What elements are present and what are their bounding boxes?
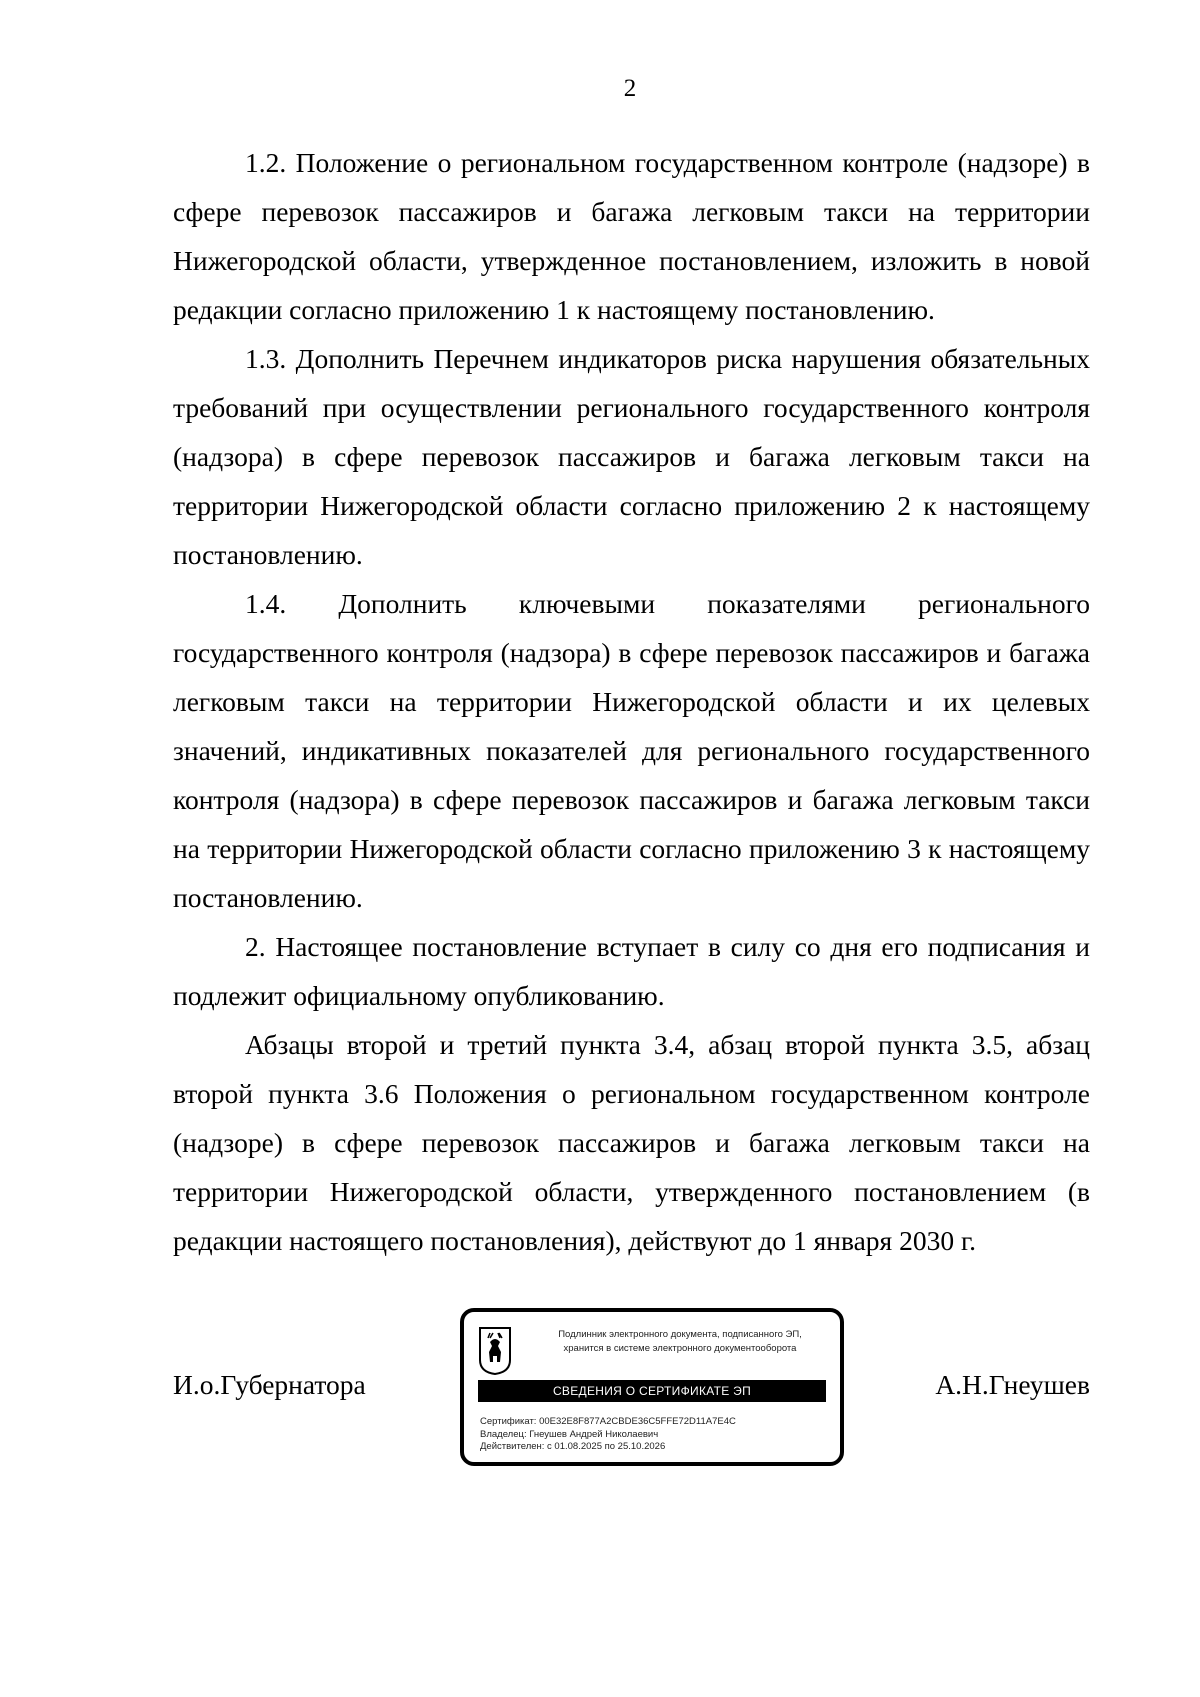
stamp-header-line-1: Подлинник электронного документа, подписанного ЭП, (558, 1329, 802, 1340)
stamp-header-line-2: хранится в системе электронного документооборота (563, 1343, 797, 1354)
page-number: 2 (623, 75, 637, 102)
document-body (173, 138, 1090, 1265)
certificate-info-bar: СВЕДЕНИЯ О СЕРТИФИКАТЕ ЭП (478, 1380, 826, 1402)
certificate-validity: Действителен: с 01.08.2025 по 25.10.2026 (480, 1441, 666, 1452)
certificate-details (480, 1416, 736, 1454)
electronic-signature-stamp (460, 1308, 844, 1466)
paragraph-1-2: 1.2. Положение о региональном государственном контроле (надзоре) в сфере перевозок пассажиров и багажа легковым такси на территории Нижегородской области, утвержденное постановлением, изложить в новой редакции согласно приложению 1 к настоящему постановлению. (173, 147, 1090, 325)
signatory-name: А.Н.Гнеушев (935, 1369, 1090, 1400)
certificate-owner: Владелец: Гнеушев Андрей Николаевич (480, 1428, 659, 1440)
signatory-position: И.о.Губернатора (173, 1369, 366, 1400)
paragraph-1-3: 1.3. Дополнить Перечнем индикаторов риска нарушения обязательных требований при осуществлении регионального государственного контроля (надзора) в сфере перевозок пассажиров и багажа легковым такси на территории Нижегородской области согласно приложению 2 к настоящему постановлению. (173, 343, 1090, 570)
paragraph-1-4: 1.4. Дополнить ключевыми показателями регионального государственного контроля (надзора) в сфере перевозок пассажиров и багажа легковым такси на территории Нижегородской области и их целевых значений, индикативных показателей для регионального государственного контроля (надзора) в сфере перевозок пассажиров и багажа легковым такси на территории Нижегородской области согласно приложению 3 к настоящему постановлению. (173, 588, 1090, 913)
stamp-header (522, 1328, 838, 1356)
certificate-number: Сертификат: 00E32E8F877A2CBDE36C5FFE72D11A7E4C (480, 1416, 736, 1427)
paragraph-2: 2. Настоящее постановление вступает в силу со дня его подписания и подлежит официальному опубликованию. (173, 931, 1090, 1011)
paragraph-validity: Абзацы второй и третий пункта 3.4, абзац второй пункта 3.5, абзац второй пункта 3.6 Положения о региональном государственном контроле (надзоре) в сфере перевозок пассажиров и багажа легковым такси на территории Нижегородской области, утвержденного постановлением (в редакции настоящего постановления), действуют до 1 января 2030 г. (173, 1029, 1090, 1256)
deer-coat-of-arms-icon (478, 1326, 512, 1376)
